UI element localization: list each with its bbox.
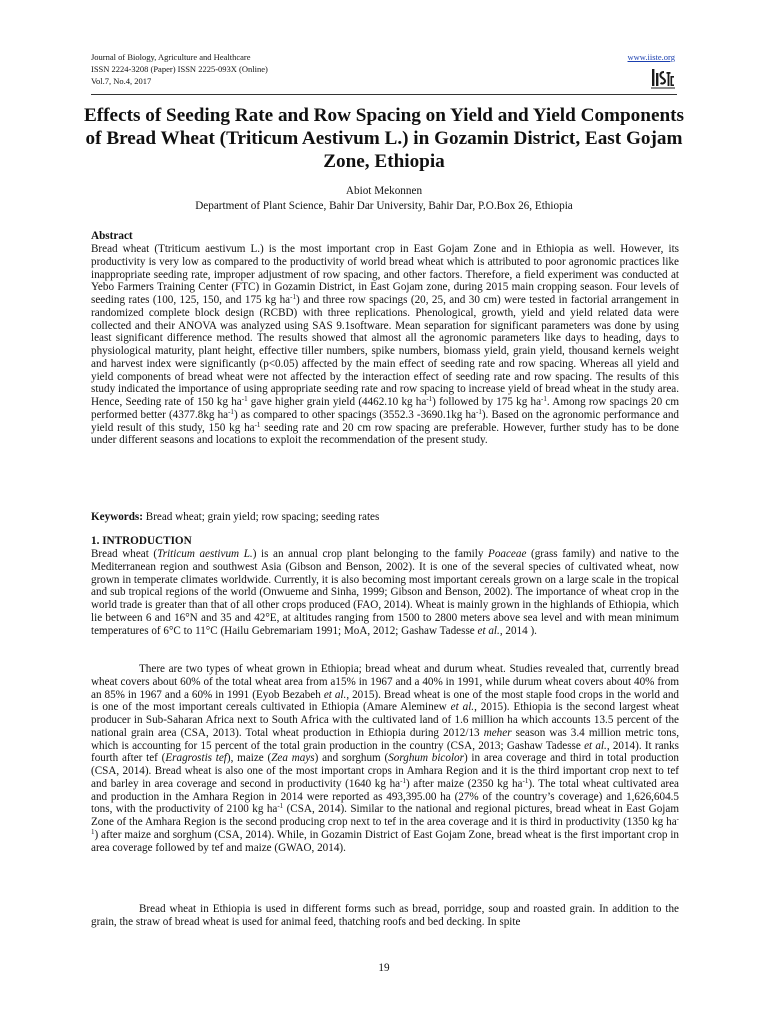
author-name: Abiot Mekonnen — [345, 185, 423, 197]
keywords-label: Keywords: — [91, 511, 143, 523]
iiste-logo — [651, 66, 675, 90]
keywords-line — [91, 511, 679, 524]
journal-info — [91, 51, 268, 87]
author-affiliation: Department of Plant Science, Bahir Dar University, Bahir Dar, P.O.Box 26, Ethiopia — [195, 200, 573, 212]
intro-paragraph-1: Bread wheat (Triticum aestivum L.) is an annual crop plant belonging to the family Poaceae (grass family) and native to the Mediterranean region and southwest Asia (Gibson and Benson, 2002). It is one of the several species of cultivated wheat, now grown in temperate climates worldwide. Currently, it is also becoming most important cereals grown on a large scale in the tropical and sub tropical regions of the world (Onwueme and Sinha, 1999; Gibson and Benson, 2002). The importance of wheat crop in the world trade is greater than that of all other crops produced (FAO, 2014). Wheat is mainly grown in the highlands of Ethiopia, which lie between 6 and 16°N and 35 and 42°E, at altitudes ranging from 1500 to 2800 meters above sea level and with mean minimum temperatures of 6°C to 11°C (Hailu Gebremariam 1991; MoA, 2012; Gashaw Tadesse et al., 2014 ). — [91, 548, 679, 637]
page-number: 19 — [378, 962, 390, 974]
journal-name: Journal of Biology, Agriculture and Healthcare — [91, 52, 251, 62]
journal-issn: ISSN 2224-3208 (Paper) ISSN 2225-093X (Online) — [91, 64, 268, 74]
header-divider — [91, 94, 677, 95]
journal-volume: Vol.7, No.4, 2017 — [91, 76, 152, 86]
journal-header — [91, 51, 677, 93]
journal-url-link[interactable]: www.iiste.org — [627, 52, 675, 62]
paper-title: Effects of Seeding Rate and Row Spacing on Yield and Yield Components of Bread Wheat (Triticum Aestivum L.) in Gozamin District, East Gojam Zone, Ethiopia — [83, 105, 684, 172]
intro-paragraph-2: There are two types of wheat grown in Ethiopia; bread wheat and durum wheat. Studies revealed that, currently bread wheat covers about 60% of the total wheat area from a15% in 1967 and a 40% in 1991, while durum wheat covers about 40% from an 85% in 1967 and a 60% in 1991 (Eyob Bezabeh et al., 2015). Bread wheat is one of the most staple food crops in the world and is one of the most important cereals cultivated in Ethiopia (Amare Aleminew et al., 2015). Ethiopia is the second largest wheat producer in Sub-Saharan Africa next to South Africa with the cultivated land of 1.6 million ha which accounts 13.5 percent of the national grain area (CSA, 2013). Total wheat production in Ethiopia during 2012/13 meher season was 3.4 million metric tons, which is accounting for 15 percent of the total grain production in the country (CSA, 2013; Gashaw Tadesse et al., 2014). It ranks fourth after tef (Eragrostis tef), maize (Zea mays) and sorghum (Sorghum bicolor) in area coverage and third in total production (CSA, 2014). Bread wheat is also one of the most important crops in Amhara Region and it is the third important crop next to tef and barley in area coverage and second in productivity (1640 kg $ha^{-1}$) after maize (2350 kg $ha^{-1}$). The total wheat cultivated area and production in the Amhara Region in 2014 were reported as 493,395.00 ha (27% of the country’s coverage) and 1,626,604.5 tons, with the productivity of 2100 kg $ha^{-1}$ (CSA, 2014). Similar to the national and regional pictures, bread wheat in East Gojam Zone of the Amhara Region is the second producing crop next to tef in the area coverage and it is third in productivity (1350 kg $ha^{-1}$) after maize and sorghum (CSA, 2014). While, in Gozamin District of East Gojam Zone, bread wheat is the first important crop in area coverage followed by tef and maize (GWAO, 2014). — [91, 663, 680, 854]
abstract-text: Bread wheat (Ttriticum aestivum L.) is the most important crop in East Gojam Zone and in Ethiopia as well. However, its productivity is very low as compared to the productivity of world bread wheat which is attributed to poor agronomic practices like inappropriate seeding rate, improper adjustment of row spacing, and other factors. Therefore, a field experiment was conducted at Yebo Farmers Training Center (FTC) in Gozamin District, in East Gojam zone, during 2015 main cropping season. Four levels of seeding rates (100, 125, 150, and 175 kg $ha^{-1}$) and three row spacings (20, 25, and 30 cm) were tested in factorial arrangement in randomized complete block design (RCBD) with three replications. Phenological, growth, yield and yield related data were collected and their ANOVA was analyzed using SAS 9.1software. Mean separation for significant parameters was done by using least significant difference method. The results showed that almost all the agronomic parameters like days to heading, days to physiological maturity, plant height, effective tiller numbers, spike numbers, biomass yield, grain yield, thousand kernels weight and harvest index were significantly (p<0.05) affected by the main effect of seeding rate and row spacing. Whereas all yield and yield components of bread wheat were not affected by the interaction effect of seeding rate and row spacing. The results of this study indicated the importance of using appropriate seeding rate and row spacing to increase yield of bread wheat in the study area. Hence, Seeding rate of 150 kg $ha^{-1}$ gave higher grain yield (4462.10 kg $ha^{-1}$) followed by 175 kg $ha^{-1}$. Among row spacings 20 cm performed better (4377.8kg $ha^{-1}$) as compared to other spacings (3552.3 -3690.1kg $ha^{-1}$). Based on the agronomic performance and yield result of this study, 150 kg $ha^{-1}$ seeding rate and 20 cm row spacing are preferable. However, further study has to be done under different seasons and locations to exploit the recommendation of the present study. — [91, 243, 679, 447]
intro-paragraph-3: Bread wheat in Ethiopia is used in different forms such as bread, porridge, soup and roasted grain. In addition to the grain, the straw of bread wheat is used for animal feed, thatching roofs and bed decking. In spite — [91, 903, 679, 928]
abstract-heading: Abstract — [91, 230, 133, 242]
introduction-heading: 1. INTRODUCTION — [91, 535, 192, 547]
keywords-text: Bread wheat; grain yield; row spacing; seeding rates — [142, 511, 380, 523]
